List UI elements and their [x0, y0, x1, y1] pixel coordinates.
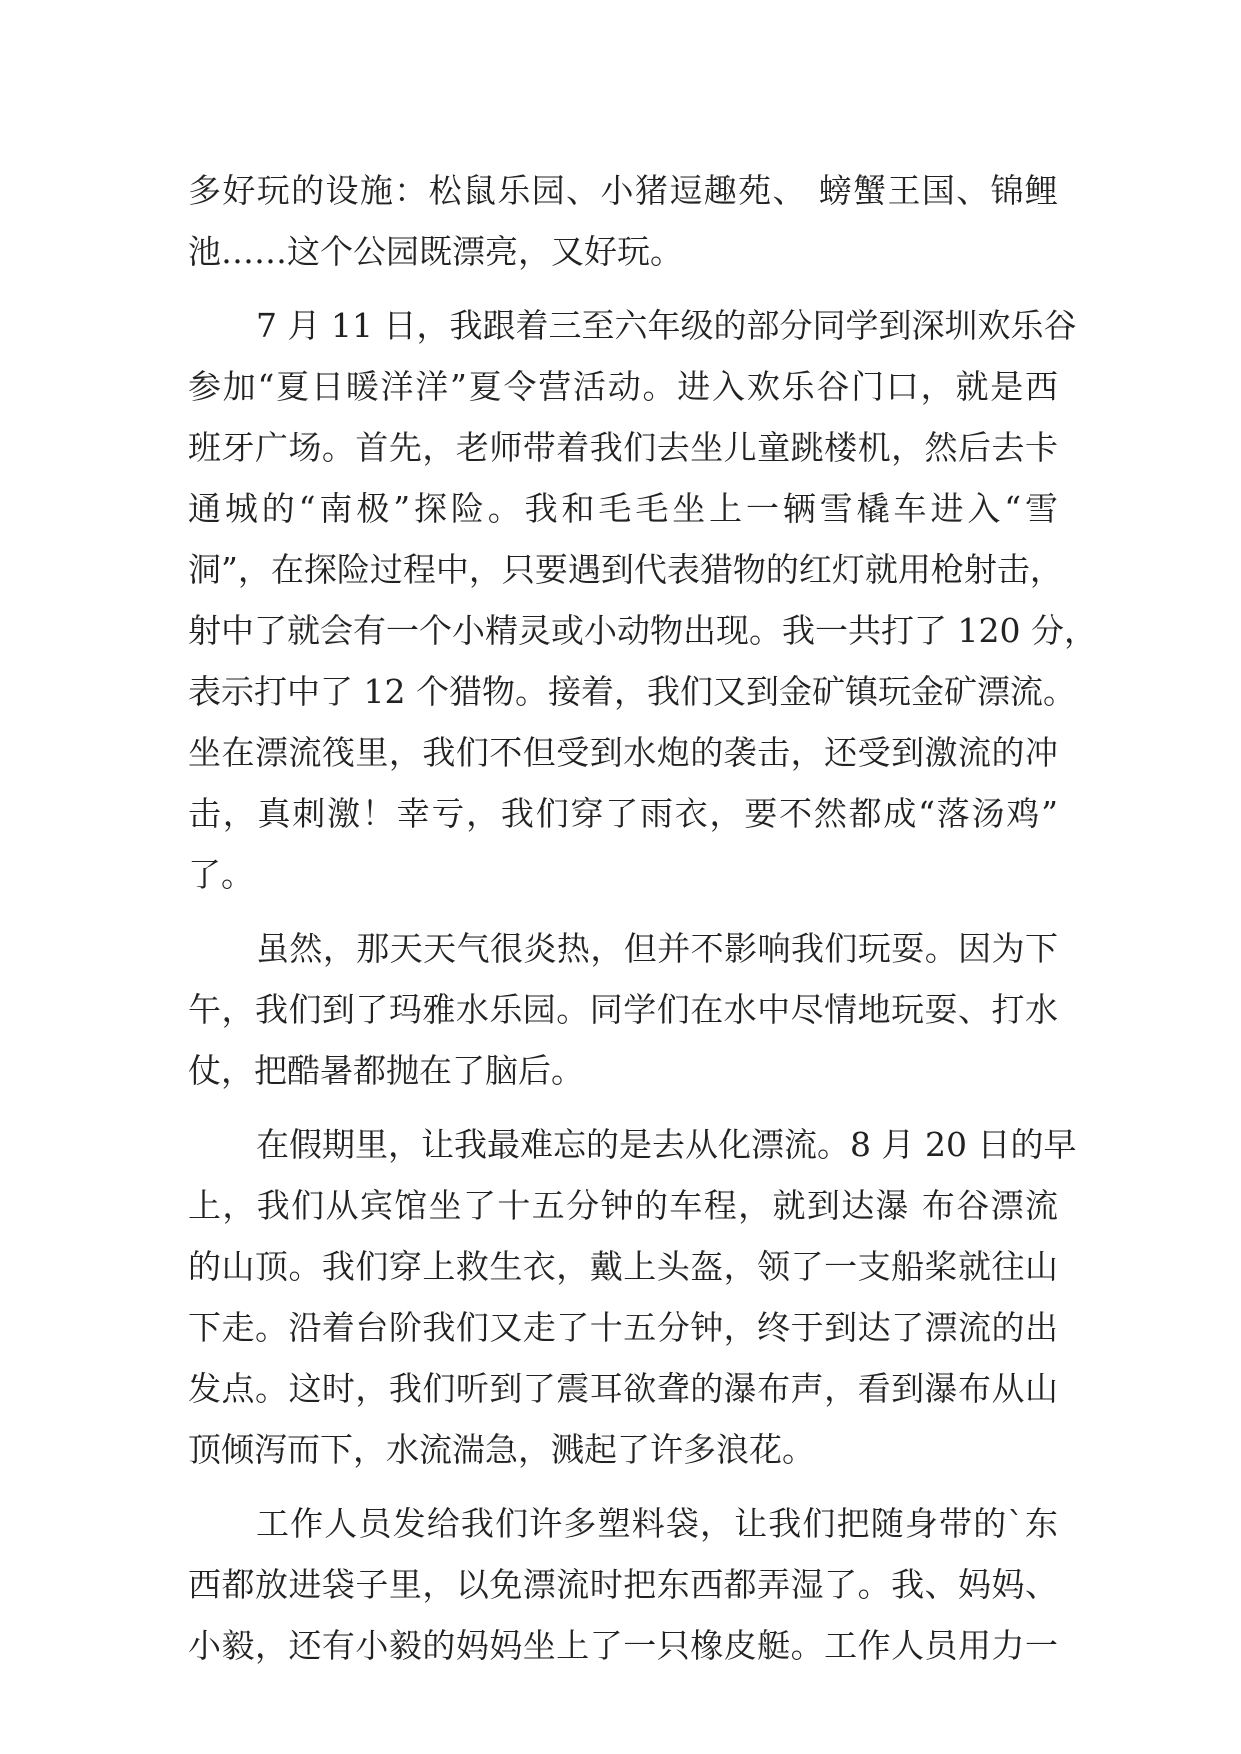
- text-line: 7 月 11 日，我跟着三至六年级的部分同学到深圳欢乐谷: [256, 306, 1077, 345]
- text-line: 洞”，在探险过程中，只要遇到代表猎物的红灯就用枪射击，: [188, 550, 1063, 589]
- text-line: 小毅，还有小毅的妈妈坐上了一只橡皮艇。工作人员用力一: [188, 1626, 1058, 1665]
- text-line: 发点。这时，我们听到了震耳欲聋的瀑布声，看到瀑布从山: [188, 1369, 1058, 1408]
- text-line: 虽然，那天天气很炎热，但并不影响我们玩耍。因为下: [256, 929, 1058, 968]
- text-line: 顶倾泻而下，水流湍急，溅起了许多浪花。: [188, 1430, 815, 1469]
- text-line: 上，我们从宾馆坐了十五分钟的车程，就到达瀑 布谷漂流: [188, 1186, 1058, 1225]
- paragraph: [188, 1114, 1077, 1480]
- text-line: 下走。沿着台阶我们又走了十五分钟，终于到达了漂流的出: [188, 1308, 1058, 1347]
- paragraph: [188, 295, 1097, 905]
- text-line: 午，我们到了玛雅水乐园。同学们在水中尽情地玩耍、打水: [188, 990, 1058, 1029]
- text-line: 西都放进袋子里，以免漂流时把东西都弄湿了。我、妈妈、: [188, 1565, 1058, 1604]
- text-line: 射中了就会有一个小精灵或小动物出现。我一共打了 120 分，: [188, 611, 1097, 650]
- text-line: 在假期里，让我最难忘的是去从化漂流。8 月 20 日的早: [256, 1125, 1077, 1164]
- paragraph: [188, 1493, 1058, 1676]
- text-line: 击，真刺激！幸亏，我们穿了雨衣，要不然都成“落汤鸡”: [188, 794, 1058, 833]
- text-line: 参加“夏日暖洋洋”夏令营活动。进入欢乐谷门口，就是西: [188, 367, 1058, 406]
- text-line: 多好玩的设施：松鼠乐园、小猪逗趣苑、 螃蟹王国、锦鲤: [188, 171, 1058, 210]
- text-line: 表示打中了 12 个猎物。接着，我们又到金矿镇玩金矿漂流。: [188, 672, 1076, 711]
- text-line: 坐在漂流筏里，我们不但受到水炮的袭击，还受到激流的冲: [188, 733, 1058, 772]
- document-body: [188, 160, 1097, 1676]
- text-line: 工作人员发给我们许多塑料袋，让我们把随身带的`东: [256, 1504, 1058, 1543]
- text-line: 池……这个公园既漂亮，又好玩。: [188, 232, 683, 271]
- text-line: 通城的“南极”探险。我和毛毛坐上一辆雪橇车进入“雪: [188, 489, 1058, 528]
- text-line: 班牙广场。首先，老师带着我们去坐儿童跳楼机，然后去卡: [188, 428, 1058, 467]
- paragraph: [188, 160, 1058, 282]
- text-line: 仗，把酷暑都抛在了脑后。: [188, 1051, 584, 1090]
- text-line: 了。: [188, 855, 254, 894]
- paragraph: [188, 918, 1058, 1101]
- text-line: 的山顶。我们穿上救生衣，戴上头盔，领了一支船桨就往山: [188, 1247, 1058, 1286]
